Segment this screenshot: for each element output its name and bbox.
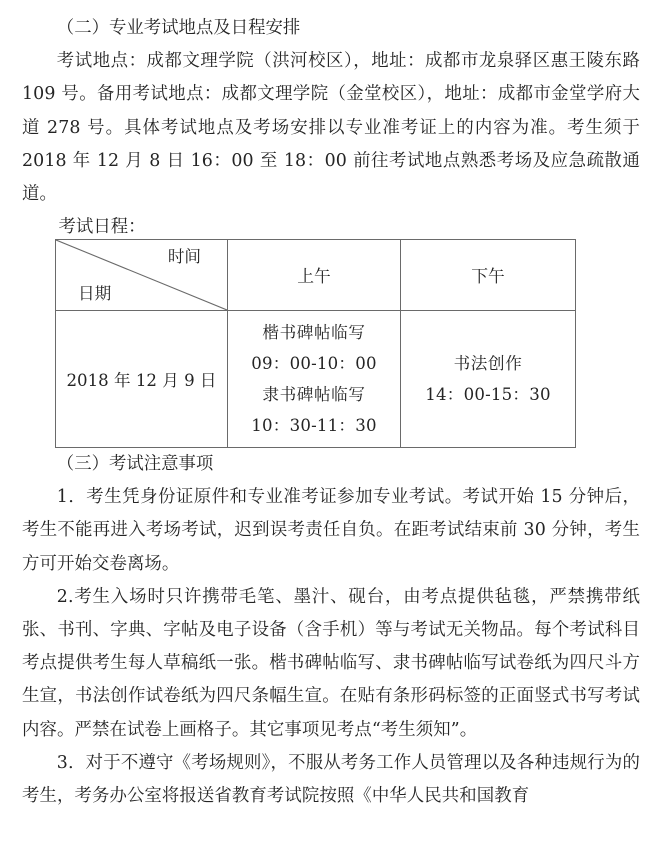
section-c-item-3: 3．对于不遵守《考场规则》，不服从考务工作人员管理以及各种违规行为的考生，考务办公室将报送省教育考试院按照《中华人民共和国教育 [22,752,640,807]
schedule-table-wrapper [55,239,575,448]
section-c-heading: （三）考试注意事项 [56,454,214,474]
diagonal-header-cell [56,240,228,311]
morning-time-1: 09：00-10：00 [251,354,377,373]
section-c-item-1: 1．考生凭身份证原件和专业准考证参加专业考试。考试开始 15 分钟后，考生不能再进入考场考试，迟到误考责任自负。在距考试结束前 30 分钟，考生方可开始交卷离场。 [22,487,640,574]
afternoon-subject-1: 书法创作 [453,354,523,373]
section-b-block [22,12,640,244]
header-afternoon: 下午 [401,240,576,311]
morning-subject-2: 隶书碑帖临写 [262,385,366,404]
afternoon-time-1: 14：00-15：30 [425,385,551,404]
header-time-label: 时间 [167,247,201,266]
table-row [56,311,576,448]
header-date-label: 日期 [78,284,112,304]
header-morning: 上午 [228,240,401,311]
morning-subject-1: 楷书碑帖临写 [262,323,366,342]
cell-afternoon-schedule [401,311,576,448]
section-c-block [22,448,640,813]
cell-exam-date: 2018 年 12 月 9 日 [56,311,228,448]
schedule-label: 考试日程： [58,217,146,238]
section-b-paragraph: 考试地点：成都文理学院（洪河校区），地址：成都市龙泉驿区惠王陵东路 109 号。备用考试地点：成都文理学院（金堂校区），地址：成都市金堂学府大道 278 号。具体考试地点及考场安排以专业准考证上的内容为准。考生须于 2018 年 12 月 8 日 16：00 至 18：00 前往考试地点熟悉考场及应急疏散通道。 [22,51,640,205]
table-header-row [56,240,576,311]
section-c-item-2: 2.考生入场时只许携带毛笔、墨汁、砚台，由考点提供毡毯，严禁携带纸张、书刊、字典、字帖及电子设备（含手机）等与考试无关物品。每个考试科目考点提供考生每人草稿纸一张。楷书碑帖临写、隶书碑帖临写试卷纸为四尺斗方生宣，书法创作试卷纸为四尺条幅生宣。在贴有条形码标签的正面竖式书写考试内容。严禁在试卷上画格子。其它事项见考点“考生须知”。 [22,586,640,740]
cell-morning-schedule [228,311,401,448]
section-b-heading: （二）专业考试地点及日程安排 [56,18,301,38]
morning-time-2: 10：30-11：30 [251,416,377,435]
schedule-table [55,239,576,448]
